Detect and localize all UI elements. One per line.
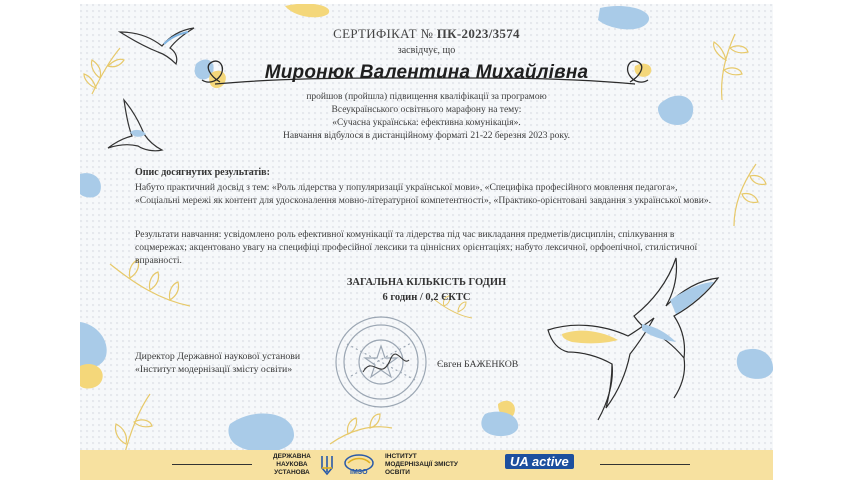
footer-logo2-line-1: ІНСТИТУТ	[385, 453, 417, 460]
footer-logo1-line-1: ДЕРЖАВНА	[273, 453, 311, 460]
certificate	[80, 4, 773, 480]
official-stamp-seal	[333, 314, 429, 410]
signatory-title-line-2: «Інститут модернізації змісту освіти»	[135, 364, 293, 375]
blue-blob-bottom-center	[481, 412, 518, 436]
footer-logo1-line-2: НАУКОВА	[276, 461, 308, 468]
footer-logo-imzo	[385, 453, 458, 477]
program-title: «Сучасна українська: ефективна комунікація».	[332, 118, 521, 128]
footer-logo2-line-2: МОДЕРНІЗАЦІЇ ЗМІСТУ	[385, 461, 458, 468]
total-hours-value: 6 годин / 0,2 ЄКТС	[382, 292, 471, 303]
trident-icon	[320, 454, 334, 476]
signatory-title-line-1: Директор Державної наукової установи	[135, 351, 301, 362]
certifies-text: засвідчує, що	[397, 45, 456, 56]
yellow-blob-left-low	[80, 364, 103, 389]
total-hours-title: ЗАГАЛЬНА КІЛЬКІСТЬ ГОДИН	[346, 277, 507, 288]
training-dates: Навчання відбулося в дистанційному форматі 21-22 березня 2023 року.	[283, 131, 570, 141]
results-text: Набуто практичний досвід з тем: «Роль лідерства у популяризації української мови», «Специфіка професійного мовлення педагога», «Соціальні мережі як контент для удосконалення мовно-літературної компетентності», «Практико-орієнтовані завдання з української мови».	[135, 182, 712, 206]
recipient-name: Миронюк Валентина Михайлівна	[264, 62, 589, 83]
yellow-blob-bottom-center	[498, 401, 515, 418]
results-title: Опис досягнутих результатів:	[135, 167, 270, 178]
blue-blob-left-low	[80, 322, 107, 368]
leaf-sprig-bottom-center	[330, 414, 392, 444]
footer-logo2-line-3: ОСВІТИ	[385, 469, 410, 476]
footer-rule-right	[600, 464, 690, 465]
signatory-title	[135, 350, 300, 376]
footer-logo1-line-3: УСТАНОВА	[274, 469, 310, 476]
blue-blob-bottom	[228, 414, 294, 452]
ua-active-logo: UA active	[505, 454, 574, 469]
certificate-header	[80, 26, 773, 42]
footer-logo-state-institution	[273, 453, 311, 477]
certificate-number: ПК-2023/3574	[436, 26, 520, 41]
footer-band	[80, 450, 773, 480]
learning-results-text: Результати навчання: усвідомлено роль ефективної комунікації та лідерства під час викладання предметів/дисциплін, спілкування в соцмережах; акцентовано увагу на специфіці професійної лексики та ціннісних орієнтаціях; набуто лексичної, орфоепічної, стилістичної вправності.	[135, 229, 698, 266]
blue-blob-left-mid	[80, 173, 101, 197]
certificate-title: СЕРТИФІКАТ №	[333, 26, 434, 41]
footer-rule-left	[172, 464, 252, 465]
body-line-1: пройшов (пройшла) підвищення кваліфікації за програмою	[306, 92, 547, 102]
signature-scribble	[363, 354, 409, 372]
body-line-2: Всеукраїнського освітнього марафону на тему:	[331, 105, 522, 115]
signatory-name: Євген БАЖЕНКОВ	[437, 359, 519, 370]
imzo-abbr: ІМЗО	[350, 469, 368, 476]
blue-blob-right-bottom	[737, 349, 773, 379]
leaf-sprig-right-mid	[734, 164, 766, 226]
yellow-blob-top	[285, 4, 329, 17]
